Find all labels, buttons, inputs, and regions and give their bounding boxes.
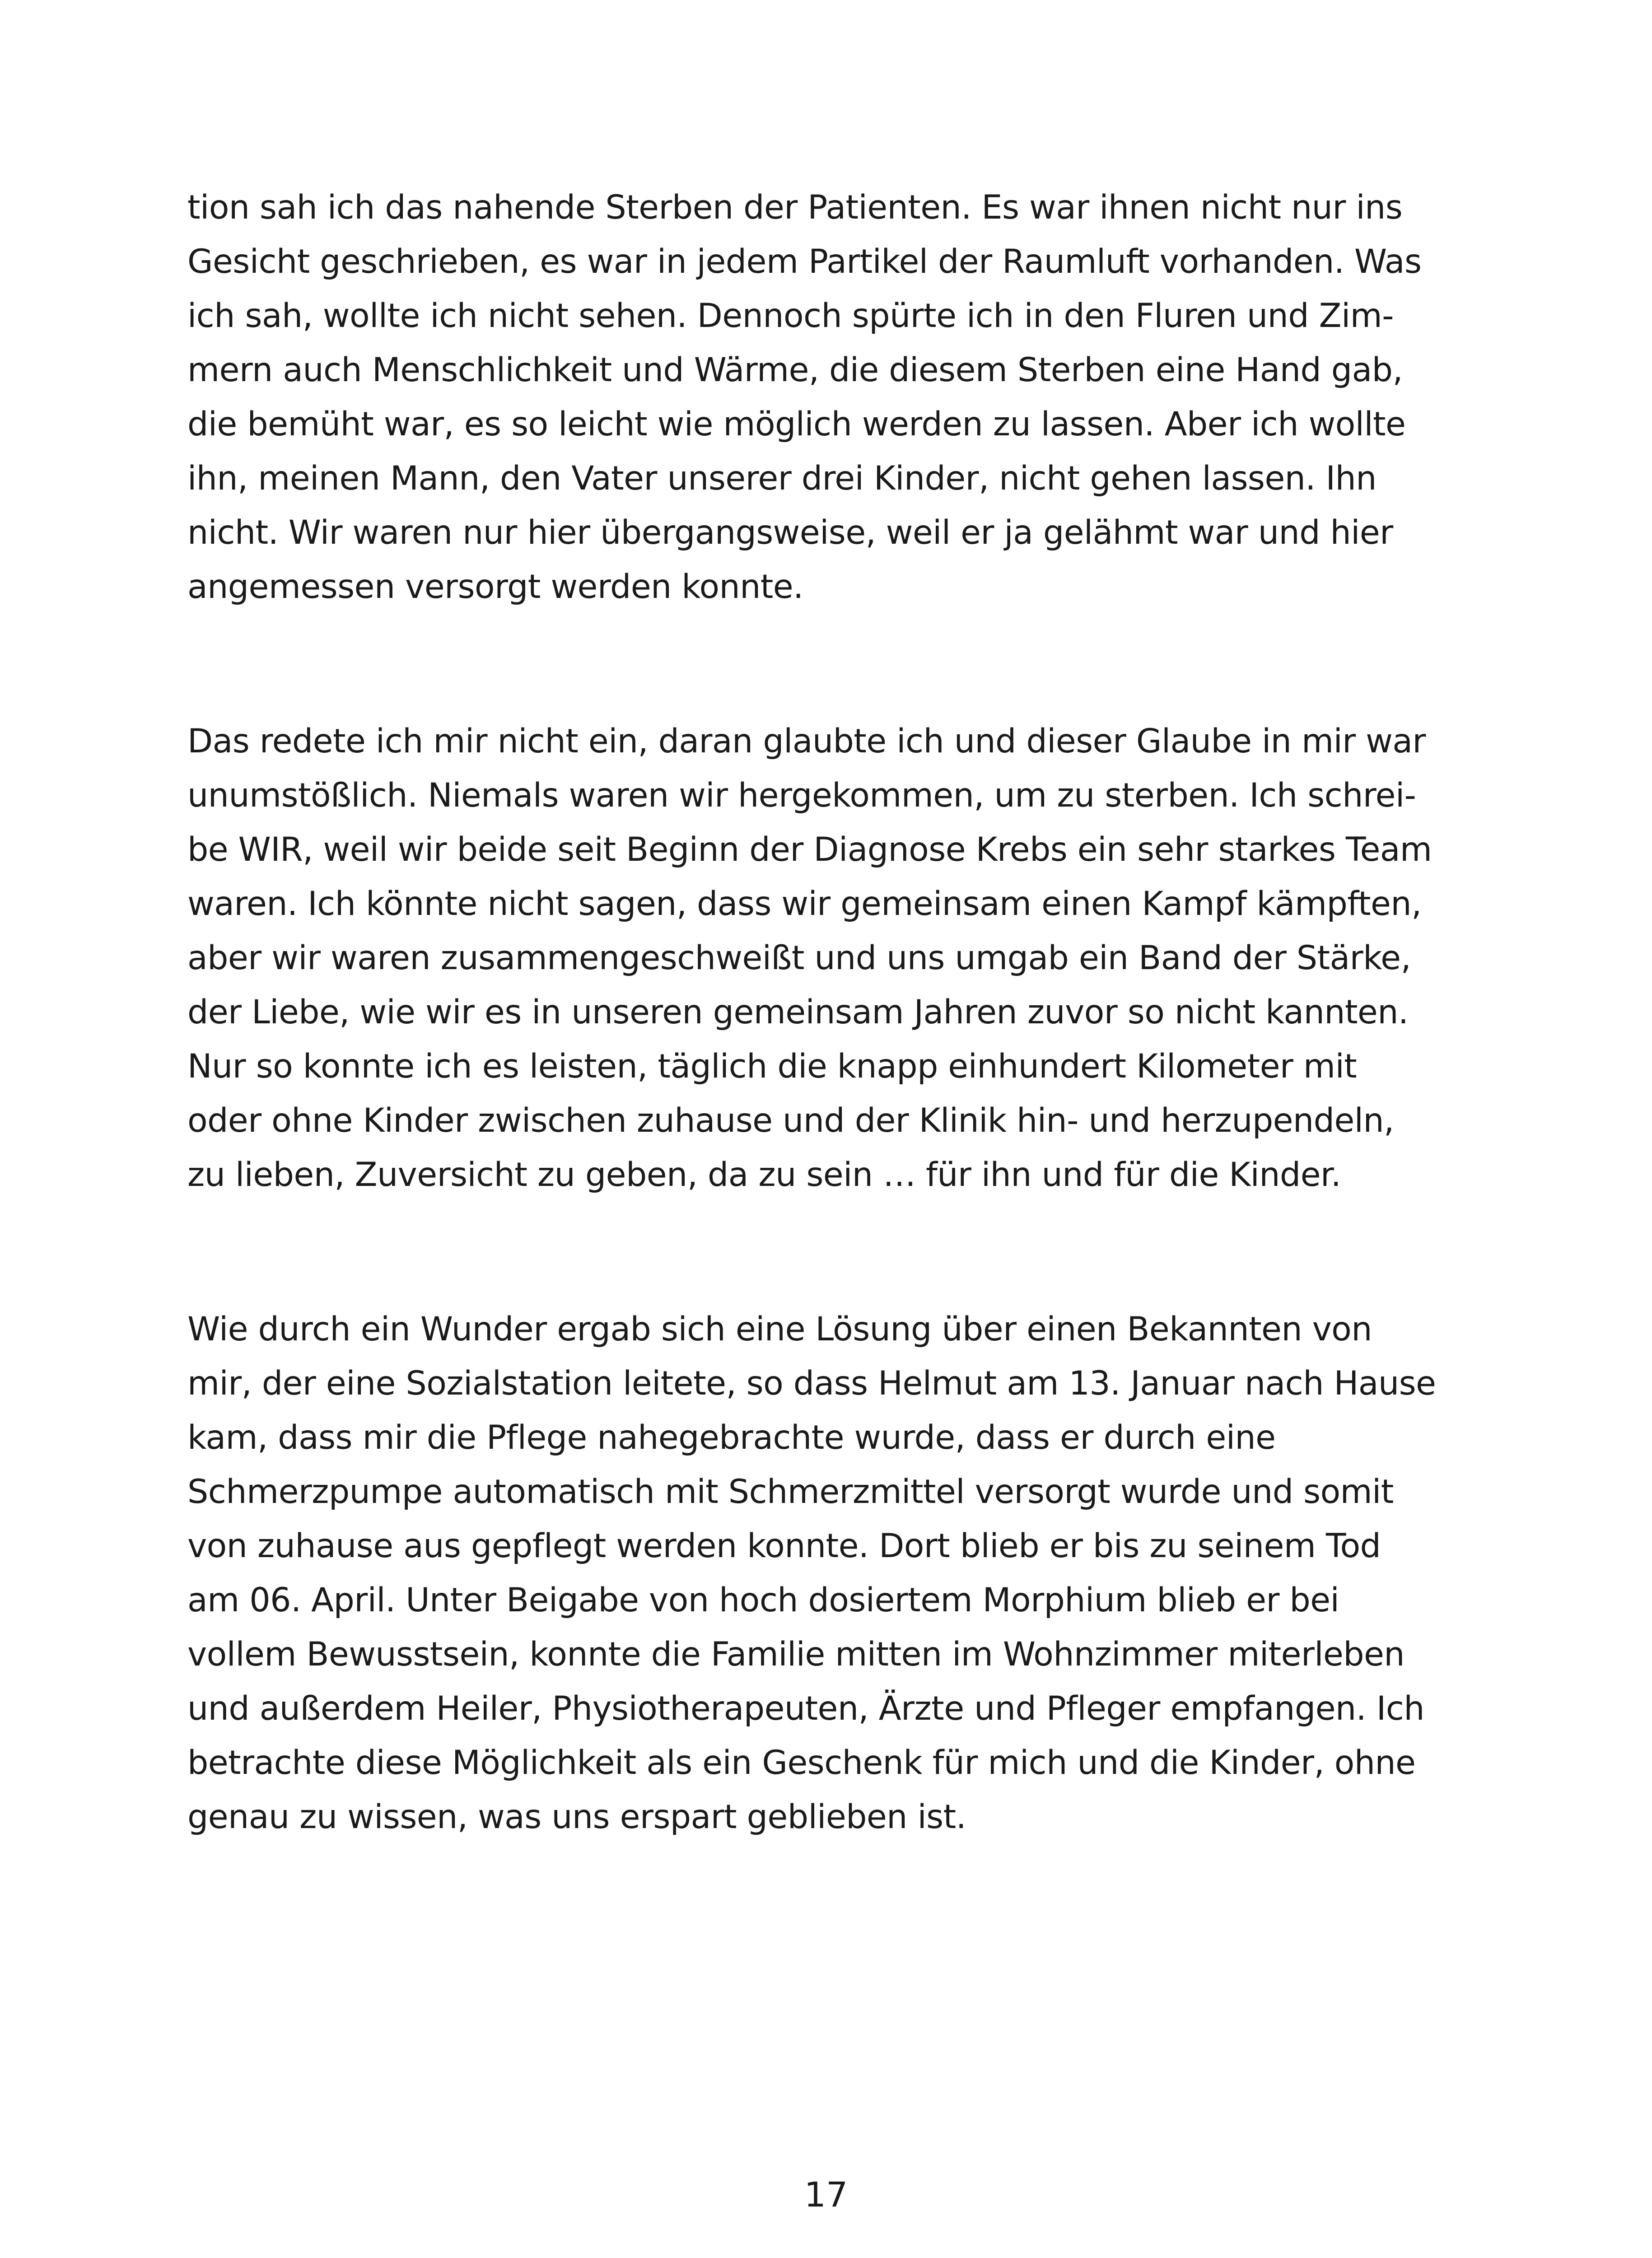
text-line: vollem Bewusstsein, konnte die Familie mitten im Wohnzimmer miterleben <box>187 1635 1405 1674</box>
body-text <box>187 181 1479 1945</box>
text-line: betrachte diese Möglichkeit als ein Geschenk für mich und die Kinder, ohne <box>187 1744 1416 1782</box>
text-line: oder ohne Kinder zwischen zuhause und der Klinik hin- und herzupendeln, <box>187 1101 1394 1140</box>
text-line: der Liebe, wie wir es in unseren gemeinsam Jahren zuvor so nicht kannten. <box>187 993 1409 1031</box>
text-line: und außerdem Heiler, Physiotherapeuten, Ärzte und Pfleger empfangen. Ich <box>187 1689 1424 1728</box>
text-line: waren. Ich könnte nicht sagen, dass wir gemeinsam einen Kampf kämpften, <box>187 885 1422 923</box>
paragraph-3 <box>187 1302 1479 1844</box>
text-line: ich sah, wollte ich nicht sehen. Dennoch spürte ich in den Fluren und Zim- <box>187 297 1394 335</box>
text-line: nicht. Wir waren nur hier übergangsweise, weil er ja gelähmt war und hier <box>187 513 1393 552</box>
text-line: Gesicht geschrieben, es war in jedem Partikel der Raumluft vorhanden. Was <box>187 243 1422 281</box>
text-line: Das redete ich mir nicht ein, daran glaubte ich und dieser Glaube in mir war <box>187 722 1426 760</box>
text-line: von zuhause aus gepflegt werden konnte. Dort blieb er bis zu seinem Tod <box>187 1527 1381 1565</box>
text-line: ihn, meinen Mann, den Vater unserer drei Kinder, nicht gehen lassen. Ihn <box>187 459 1377 498</box>
text-line: angemessen versorgt werden konnte. <box>187 568 803 606</box>
text-line: unumstößlich. Niemals waren wir hergekommen, um zu sterben. Ich schrei- <box>187 776 1416 815</box>
paragraph-1 <box>187 181 1479 614</box>
text-line: aber wir waren zusammengeschweißt und uns umgab ein Band der Stärke, <box>187 939 1411 977</box>
text-line: Nur so konnte ich es leisten, täglich die knapp einhundert Kilometer mit <box>187 1047 1357 1086</box>
text-line: zu lieben, Zuversicht zu geben, da zu sein … für ihn und für die Kinder. <box>187 1156 1341 1194</box>
text-line: tion sah ich das nahende Sterben der Patienten. Es war ihnen nicht nur ins <box>187 188 1403 227</box>
text-line: genau zu wissen, was uns erspart geblieben ist. <box>187 1798 966 1836</box>
text-line: be WIR, weil wir beide seit Beginn der Diagnose Krebs ein sehr starkes Team <box>187 830 1432 869</box>
text-line: kam, dass mir die Pflege nahegebrachte wurde, dass er durch eine <box>187 1418 1276 1457</box>
text-line: am 06. April. Unter Beigabe von hoch dosiertem Morphium blieb er bei <box>187 1581 1339 1619</box>
text-line: Wie durch ein Wunder ergab sich eine Lösung über einen Bekannten von <box>187 1310 1372 1348</box>
text-line: mern auch Menschlichkeit und Wärme, die diesem Sterben eine Hand gab, <box>187 351 1403 389</box>
text-line: die bemüht war, es so leicht wie möglich werden zu lassen. Aber ich wollte <box>187 405 1406 443</box>
page-number: 17 <box>804 2174 848 2215</box>
paragraph-2 <box>187 714 1479 1202</box>
text-line: mir, der eine Sozialstation leitete, so dass Helmut am 13. Januar nach Hause <box>187 1364 1436 1403</box>
text-line: Schmerzpumpe automatisch mit Schmerzmittel versorgt wurde und somit <box>187 1473 1394 1511</box>
